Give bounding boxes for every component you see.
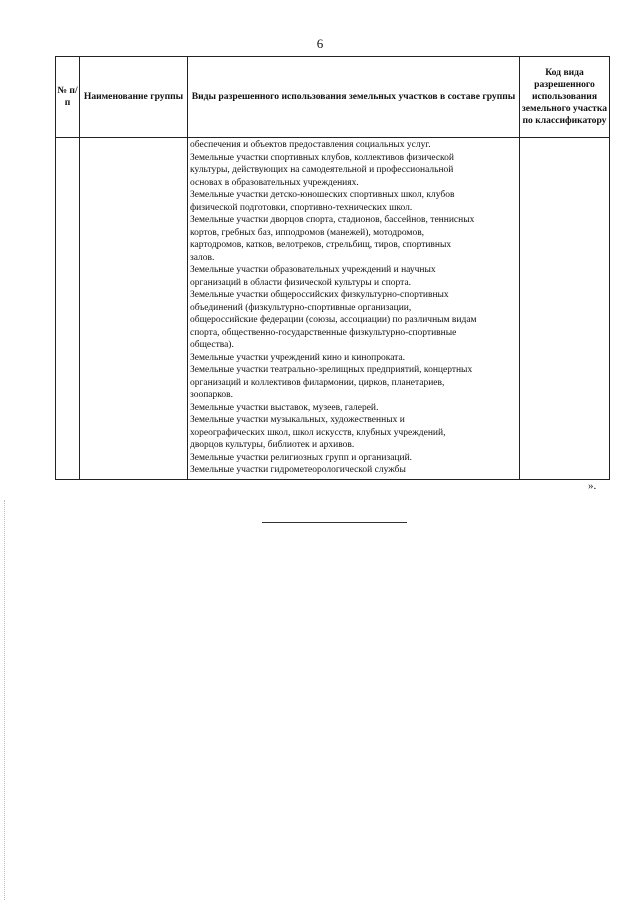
permitted-use-line: Земельные участки учреждений кино и кинопроката. [190,352,406,363]
table-row [56,138,610,480]
permitted-use-line: Земельные участки театрально-зрелищных предприятий, концертных [190,365,473,375]
cell-group-name [80,138,188,480]
permitted-use-line: Земельные участки дворцов спорта, стадионов, бассейнов, теннисных [190,215,475,225]
header-number: № п/п [56,57,80,138]
header-classifier-code: Код вида разрешенного использования земельного участка по классификатору [520,57,610,138]
closing-quote: ». [588,480,597,492]
table-header-row [56,57,610,138]
permitted-use-line: организаций и коллективов филармонии, цирков, планетариев, [190,377,445,388]
permitted-use-line: организаций в области физической культуры и спорта. [190,277,412,288]
permitted-use-line: кортов, гребных баз, ипподромов (манежей), мотодромов, [190,227,425,238]
permitted-use-line: Земельные участки детско-юношеских спортивных школ, клубов [190,190,455,200]
cell-number [56,138,80,480]
land-use-table [55,56,610,480]
permitted-use-line: общероссийские федерации (союзы, ассоциации) по различным видам [190,315,477,325]
permitted-use-line: Земельные участки образовательных учреждений и научных [190,265,436,275]
permitted-use-line: спорта, общественно-государственные физкультурно-спортивные [190,327,457,338]
permitted-use-line: объединений (физкультурно-спортивные организации, [190,302,412,313]
permitted-use-line: Земельные участки выставок, музеев, галерей. [190,402,379,413]
permitted-use-line: залов. [190,252,215,263]
page-number: 6 [316,36,324,51]
permitted-use-line: общества). [190,340,234,350]
permitted-use-line: Земельные участки спортивных клубов, коллективов физической [190,152,455,163]
permitted-use-line: зоопарков. [190,390,233,400]
permitted-use-line: обеспечения и объектов предоставления социальных услуг. [190,140,431,150]
permitted-use-line: дворцов культуры, библиотек и архивов. [190,440,355,450]
permitted-use-line: культуры, действующих на самодеятельной и профессиональной [190,165,454,175]
permitted-use-line: картодромов, катков, велотреков, стрельбищ, тиров, спортивных [190,240,452,250]
cell-permitted-use-types [188,138,520,480]
permitted-use-list [190,139,517,477]
permitted-use-line: Земельные участки общероссийских физкультурно-спортивных [190,290,449,300]
header-group-name: Наименование группы [80,57,188,138]
header-permitted-use-types: Виды разрешенного использования земельных участков в составе группы [188,57,520,138]
end-separator-line [262,522,407,523]
permitted-use-line: основах в образовательных учреждениях. [190,177,359,188]
cell-classifier-code [520,138,610,480]
permitted-use-line: Земельные участки музыкальных, художественных и [190,415,405,425]
permitted-use-line: Земельные участки гидрометеорологической службы [190,465,406,475]
scan-edge-mark [4,500,5,900]
permitted-use-line: хореографических школ, школ искусств, клубных учреждений, [190,427,446,438]
permitted-use-line: физической подготовки, спортивно-технических школ. [190,202,413,213]
permitted-use-line: Земельные участки религиозных групп и организаций. [190,452,413,463]
